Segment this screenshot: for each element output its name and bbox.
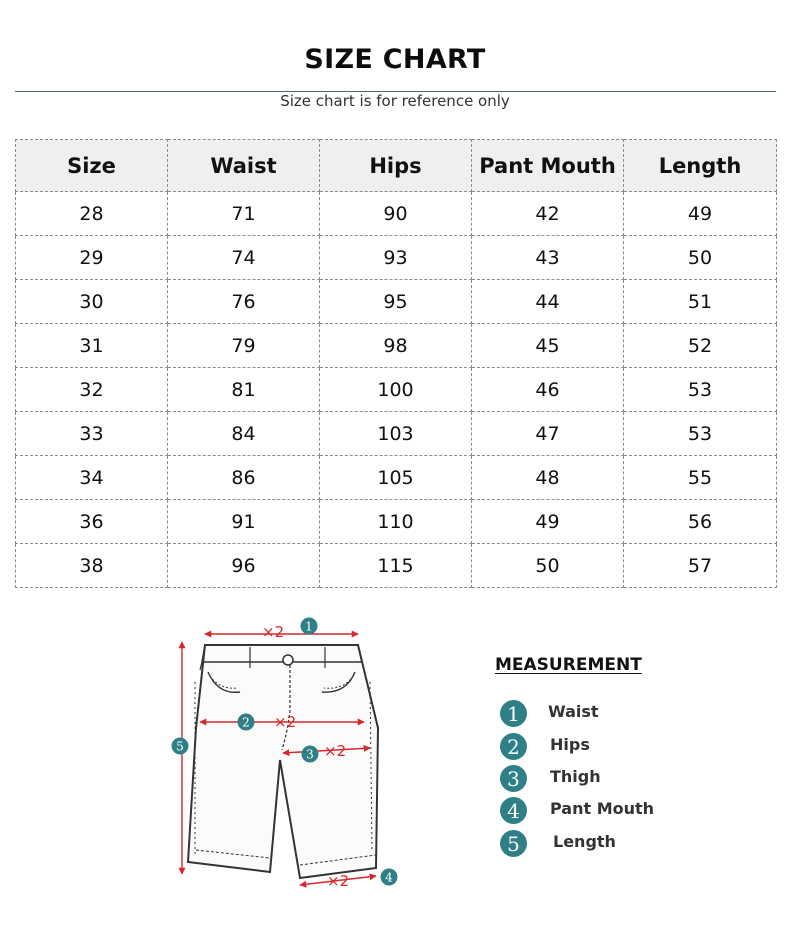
column-header-hips: Hips <box>320 140 472 192</box>
shorts-outline <box>188 645 378 878</box>
table-cell: 50 <box>624 236 777 280</box>
table-cell: 98 <box>320 324 472 368</box>
table-cell: 57 <box>624 544 777 588</box>
table-cell: 84 <box>168 412 320 456</box>
table-cell: 45 <box>472 324 624 368</box>
table-cell: 86 <box>168 456 320 500</box>
table-cell: 34 <box>16 456 168 500</box>
hips-multiplier: ×2 <box>274 713 297 731</box>
table-row <box>16 192 777 236</box>
table-cell: 71 <box>168 192 320 236</box>
legend-label: Hips <box>550 735 590 754</box>
table-cell: 30 <box>16 280 168 324</box>
table-cell: 33 <box>16 412 168 456</box>
column-header-pant-mouth: Pant Mouth <box>472 140 624 192</box>
table-header-row <box>16 140 777 192</box>
table-row <box>16 456 777 500</box>
legend-number-icon: 2 <box>500 733 527 760</box>
table-cell: 93 <box>320 236 472 280</box>
shorts-diagram <box>150 610 410 910</box>
table-cell: 47 <box>472 412 624 456</box>
table-cell: 44 <box>472 280 624 324</box>
legend-number-icon: 1 <box>500 700 527 727</box>
table-cell: 100 <box>320 368 472 412</box>
table-cell: 43 <box>472 236 624 280</box>
table-row <box>16 324 777 368</box>
table-cell: 81 <box>168 368 320 412</box>
marker-2-label: 2 <box>242 715 250 730</box>
table-cell: 95 <box>320 280 472 324</box>
table-cell: 31 <box>16 324 168 368</box>
table-cell: 90 <box>320 192 472 236</box>
table-cell: 48 <box>472 456 624 500</box>
legend-label: Length <box>553 832 616 851</box>
table-row <box>16 368 777 412</box>
page-subtitle: Size chart is for reference only <box>280 92 510 110</box>
table-cell: 42 <box>472 192 624 236</box>
table-cell: 74 <box>168 236 320 280</box>
table-cell: 52 <box>624 324 777 368</box>
table-cell: 55 <box>624 456 777 500</box>
table-row <box>16 544 777 588</box>
legend-number-icon: 4 <box>500 797 527 824</box>
marker-3-label: 3 <box>306 747 314 762</box>
table-cell: 51 <box>624 280 777 324</box>
table-cell: 76 <box>168 280 320 324</box>
column-header-size: Size <box>16 140 168 192</box>
legend-number-icon: 5 <box>500 830 527 857</box>
table-cell: 115 <box>320 544 472 588</box>
column-header-waist: Waist <box>168 140 320 192</box>
table-cell: 53 <box>624 368 777 412</box>
table-row <box>16 412 777 456</box>
table-cell: 38 <box>16 544 168 588</box>
table-row <box>16 236 777 280</box>
table-cell: 53 <box>624 412 777 456</box>
size-table <box>15 139 777 588</box>
legend-label: Pant Mouth <box>550 799 655 818</box>
table-cell: 96 <box>168 544 320 588</box>
table-cell: 28 <box>16 192 168 236</box>
table-cell: 110 <box>320 500 472 544</box>
page-title: SIZE CHART <box>304 44 486 75</box>
marker-1-label: 1 <box>305 619 313 634</box>
table-cell: 50 <box>472 544 624 588</box>
legend-number-icon: 3 <box>500 765 527 792</box>
marker-5-label: 5 <box>176 739 184 754</box>
table-cell: 56 <box>624 500 777 544</box>
marker-4-label: 4 <box>385 870 393 885</box>
thigh-multiplier: ×2 <box>324 742 347 760</box>
table-cell: 49 <box>472 500 624 544</box>
table-body <box>16 192 777 588</box>
measurement-title: MEASUREMENT <box>495 655 642 675</box>
table-cell: 29 <box>16 236 168 280</box>
table-cell: 46 <box>472 368 624 412</box>
table-row <box>16 500 777 544</box>
table-cell: 36 <box>16 500 168 544</box>
legend-label: Thigh <box>550 767 601 786</box>
waist-multiplier: ×2 <box>262 623 285 641</box>
table-cell: 91 <box>168 500 320 544</box>
legend-label: Waist <box>548 702 599 721</box>
table-cell: 79 <box>168 324 320 368</box>
table-row <box>16 280 777 324</box>
table-cell: 32 <box>16 368 168 412</box>
table-cell: 105 <box>320 456 472 500</box>
table-cell: 49 <box>624 192 777 236</box>
pant-mouth-multiplier: ×2 <box>327 872 350 890</box>
table-cell: 103 <box>320 412 472 456</box>
column-header-length: Length <box>624 140 777 192</box>
